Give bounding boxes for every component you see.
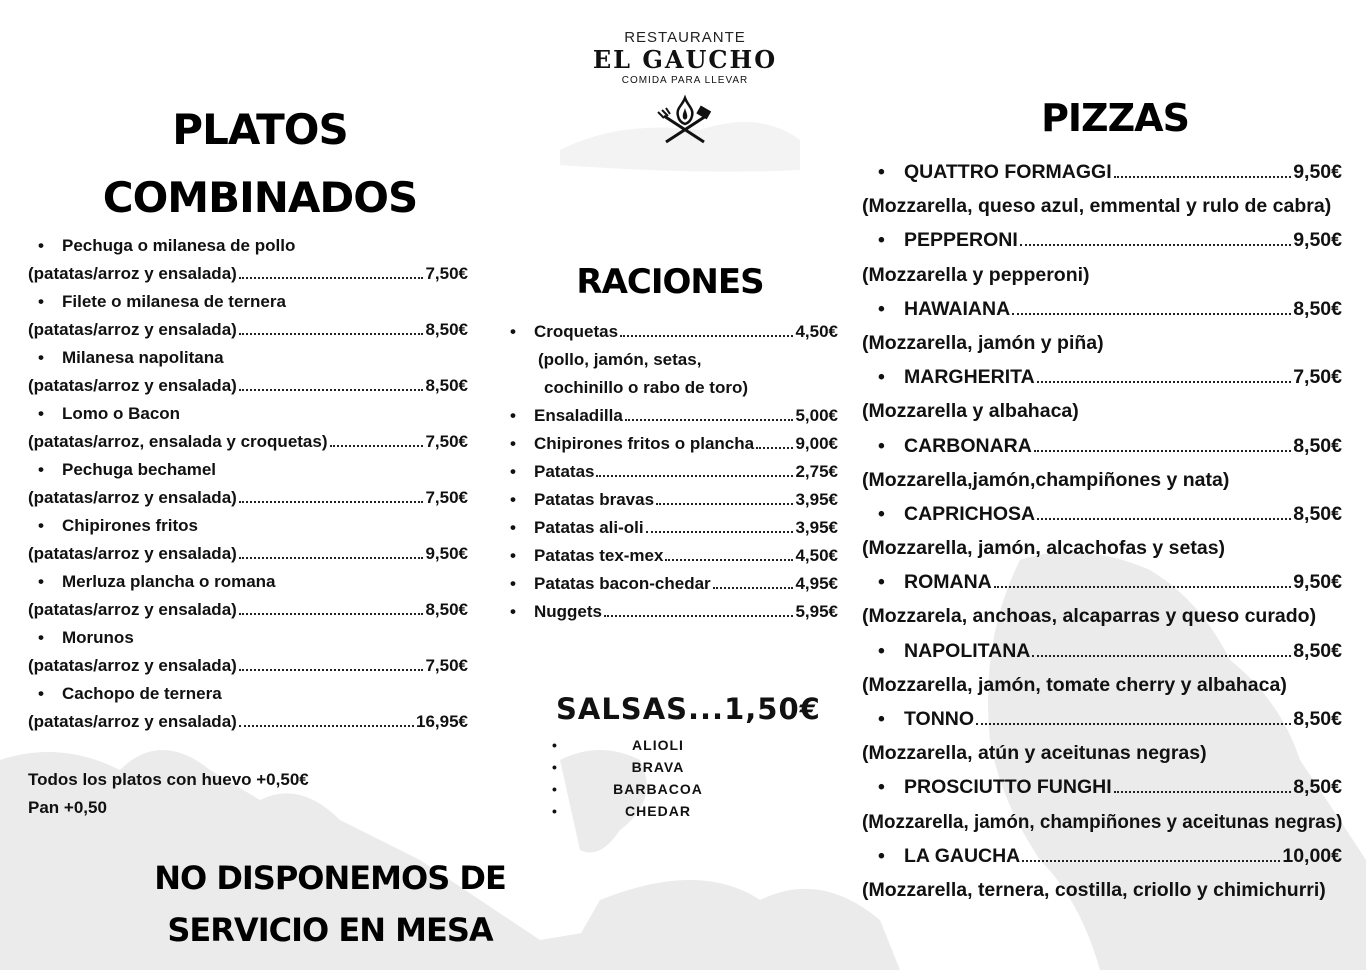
notice-line-1: NO DISPONEMOS DE <box>154 859 506 897</box>
leader-dots <box>1022 860 1280 862</box>
item-name: • Nuggets <box>534 602 602 621</box>
pizza-ingredients: (Mozzarella, atún y aceitunas negras) <box>862 742 1207 765</box>
pizza-price: 8,50€ <box>1293 639 1342 662</box>
item-name: • Ensaladilla <box>534 406 623 425</box>
item-price: 8,50€ <box>425 376 468 395</box>
item-price: 3,95€ <box>795 518 838 537</box>
egg-note: Todos los platos con huevo +0,50€ <box>28 770 309 789</box>
list-item-name: • Merluza plancha o romana <box>28 568 468 596</box>
leader-dots <box>1032 655 1291 657</box>
fire-grill-icon <box>654 94 716 146</box>
combinados-list <box>28 232 468 736</box>
item-desc: (patatas/arroz y ensalada) <box>28 320 237 339</box>
list-item <box>508 486 838 514</box>
pizza-price: 8,50€ <box>1293 708 1342 730</box>
item-name: • Patatas tex-mex <box>534 546 664 565</box>
list-item-price-row <box>28 484 468 512</box>
item-desc: (patatas/arroz y ensalada) <box>28 656 237 675</box>
item-desc: (patatas/arroz y ensalada) <box>28 264 237 283</box>
pizza-price: 9,50€ <box>1293 229 1342 252</box>
leader-dots <box>756 447 793 449</box>
no-table-service-notice <box>120 852 540 956</box>
pizza-item <box>862 429 1342 463</box>
pizza-ingredients: (Mozzarella, jamón y piña) <box>862 331 1104 354</box>
restaurant-logo <box>560 30 810 146</box>
item-price: 9,00€ <box>795 434 838 453</box>
item-name: • Chipirones fritos o plancha <box>534 434 755 453</box>
pizza-name: • CAPRICHOSA <box>904 502 1036 525</box>
salsa-item: • BARBACOA <box>548 778 738 800</box>
pizza-name: • QUATTRO FORMAGGI <box>904 161 1112 183</box>
item-desc: (patatas/arroz y ensalada) <box>28 376 237 395</box>
list-item-price-row <box>28 708 468 736</box>
pizza-price: 8,50€ <box>1293 434 1342 457</box>
list-item-name: • Morunos <box>28 624 468 652</box>
pizza-ingredients: (Mozzarella, jamón, alcachofas y setas) <box>862 537 1226 560</box>
list-item-name: • Cachopo de ternera <box>28 680 468 708</box>
pizza-ingredients: (Mozzarela, anchoas, alcaparras y queso curado) <box>862 605 1317 628</box>
pizza-item <box>862 155 1342 189</box>
item-price: 16,95€ <box>416 712 468 731</box>
item-price: 7,50€ <box>425 656 468 675</box>
item-name: • Patatas <box>534 462 595 481</box>
item-desc: (patatas/arroz y ensalada) <box>28 488 237 507</box>
pizza-price: 9,50€ <box>1293 161 1342 183</box>
pizza-item <box>862 634 1342 668</box>
pizza-name: • ROMANA <box>904 571 992 594</box>
list-item <box>508 514 838 542</box>
raciones-title: RACIONES <box>576 262 764 302</box>
item-price: 4,95€ <box>795 574 838 593</box>
combinados-notes <box>28 766 309 822</box>
item-price: 2,75€ <box>795 462 838 481</box>
pizza-item <box>862 839 1342 873</box>
item-name: • Patatas ali-oli <box>534 518 644 537</box>
list-item <box>508 458 838 486</box>
item-price: 8,50€ <box>425 320 468 339</box>
leader-dots <box>239 725 414 727</box>
title-line-1: PLATOS <box>172 105 348 154</box>
leader-dots <box>596 475 793 477</box>
leader-dots <box>656 503 793 505</box>
logo-restaurante-text: RESTAURANTE <box>624 29 746 46</box>
pizza-name: • CARBONARA <box>904 434 1032 457</box>
list-item <box>508 430 838 458</box>
raciones-list <box>508 318 838 626</box>
leader-dots <box>239 333 424 335</box>
pizza-name: • PEPPERONI <box>904 229 1018 252</box>
item-desc: (patatas/arroz y ensalada) <box>28 544 237 563</box>
list-item-name: • Pechuga o milanesa de pollo <box>28 232 468 260</box>
pizza-price: 8,50€ <box>1293 502 1342 525</box>
item-detail: (pollo, jamón, setas, <box>538 350 702 369</box>
leader-dots <box>239 557 424 559</box>
salsas-title: SALSAS...1,50€ <box>556 692 821 726</box>
item-desc: (patatas/arroz y ensalada) <box>28 600 237 619</box>
platos-combinados-title <box>60 96 460 232</box>
pizza-item <box>862 770 1342 804</box>
list-item-name: • Pechuga bechamel <box>28 456 468 484</box>
pizza-ingredients: (Mozzarella, ternera, costilla, criollo y chimichurri) <box>862 878 1326 901</box>
list-item <box>508 570 838 598</box>
leader-dots <box>239 389 424 391</box>
item-price: 8,50€ <box>425 600 468 619</box>
leader-dots <box>239 613 424 615</box>
list-item-price-row <box>28 428 468 456</box>
pizza-item <box>862 565 1342 599</box>
item-name: • Patatas bravas <box>534 490 655 509</box>
salsa-item: • CHEDAR <box>548 800 738 822</box>
pizza-name: • TONNO <box>904 708 975 730</box>
pizza-ingredients: (Mozzarella, queso azul, emmental y rulo de cabra) <box>862 195 1332 218</box>
leader-dots <box>1114 791 1292 793</box>
pizza-item <box>862 292 1342 326</box>
leader-dots <box>625 419 794 421</box>
item-price: 7,50€ <box>425 264 468 283</box>
leader-dots <box>994 586 1291 588</box>
leader-dots <box>976 723 1291 725</box>
leader-dots <box>1114 176 1292 178</box>
list-item-price-row <box>28 316 468 344</box>
leader-dots <box>665 559 793 561</box>
leader-dots <box>239 501 424 503</box>
bread-note: Pan +0,50 <box>28 798 107 817</box>
pizza-price: 8,50€ <box>1293 297 1342 320</box>
item-name: • Croquetas <box>534 322 619 341</box>
leader-dots <box>1034 450 1291 452</box>
list-item-price-row <box>28 652 468 680</box>
pizza-ingredients: (Mozzarella y albahaca) <box>862 400 1079 423</box>
pizza-price: 8,50€ <box>1293 776 1342 799</box>
list-item-price-row <box>28 540 468 568</box>
pizzas-list <box>862 155 1342 907</box>
list-item-price-row <box>28 260 468 288</box>
list-item <box>508 598 838 626</box>
pizza-name: • HAWAIANA <box>904 297 1011 320</box>
pizza-name: • LA GAUCHA <box>904 844 1021 867</box>
pizza-name: • MARGHERITA <box>904 366 1035 389</box>
pizzas-title: PIZZAS <box>1041 96 1189 140</box>
pizza-item <box>862 223 1342 257</box>
pizza-ingredients: (Mozzarella,jamón,champiñones y nata) <box>862 468 1230 491</box>
item-price: 4,50€ <box>795 546 838 565</box>
item-price: 4,50€ <box>795 322 838 341</box>
item-price: 5,00€ <box>795 406 838 425</box>
leader-dots <box>604 615 793 617</box>
list-item-price-row <box>28 372 468 400</box>
item-desc: (patatas/arroz, ensalada y croquetas) <box>28 432 328 451</box>
item-detail: cochinillo o rabo de toro) <box>544 378 748 397</box>
salsa-item: • BRAVA <box>548 756 738 778</box>
leader-dots <box>713 587 794 589</box>
pizza-name: • PROSCIUTTO FUNGHI <box>904 776 1112 799</box>
pizza-item <box>862 360 1342 394</box>
leader-dots <box>1012 313 1291 315</box>
list-item-price-row <box>28 596 468 624</box>
item-price: 7,50€ <box>425 488 468 507</box>
pizza-ingredients: (Mozzarella, jamón, champiñones y aceitunas negras) <box>862 810 1343 833</box>
pizza-price: 9,50€ <box>1293 571 1342 594</box>
pizza-price: 10,00€ <box>1282 844 1342 867</box>
list-item <box>508 402 838 430</box>
salsa-item: • ALIOLI <box>548 734 738 756</box>
list-item <box>508 318 838 346</box>
pizza-ingredients: (Mozzarella, jamón, tomate cherry y albahaca) <box>862 673 1287 696</box>
list-item-name: • Lomo o Bacon <box>28 400 468 428</box>
leader-dots <box>1037 381 1291 383</box>
list-item <box>508 542 838 570</box>
logo-name: EL GAUCHO <box>592 45 778 74</box>
logo-subtitle: COMIDA PARA LLEVAR <box>621 75 749 86</box>
leader-dots <box>239 277 424 279</box>
pizza-price: 7,50€ <box>1293 366 1342 389</box>
item-price: 9,50€ <box>425 544 468 563</box>
item-price: 3,95€ <box>795 490 838 509</box>
pizza-ingredients: (Mozzarella y pepperoni) <box>862 263 1090 286</box>
leader-dots <box>330 445 424 447</box>
item-price: 5,95€ <box>795 602 838 621</box>
list-item-name: • Milanesa napolitana <box>28 344 468 372</box>
leader-dots <box>1037 518 1291 520</box>
leader-dots <box>1020 244 1291 246</box>
item-desc: (patatas/arroz y ensalada) <box>28 712 237 731</box>
item-price: 7,50€ <box>425 432 468 451</box>
salsas-list <box>548 734 738 822</box>
pizza-item <box>862 497 1342 531</box>
pizza-name: • NAPOLITANA <box>904 639 1031 662</box>
list-item-name: • Chipirones fritos <box>28 512 468 540</box>
notice-line-2: SERVICIO EN MESA <box>167 911 493 949</box>
pizza-item <box>862 702 1342 736</box>
list-item-name: • Filete o milanesa de ternera <box>28 288 468 316</box>
leader-dots <box>620 335 793 337</box>
leader-dots <box>239 669 424 671</box>
leader-dots <box>646 531 794 533</box>
item-name: • Patatas bacon-chedar <box>534 574 711 593</box>
title-line-2: COMBINADOS <box>102 173 418 222</box>
